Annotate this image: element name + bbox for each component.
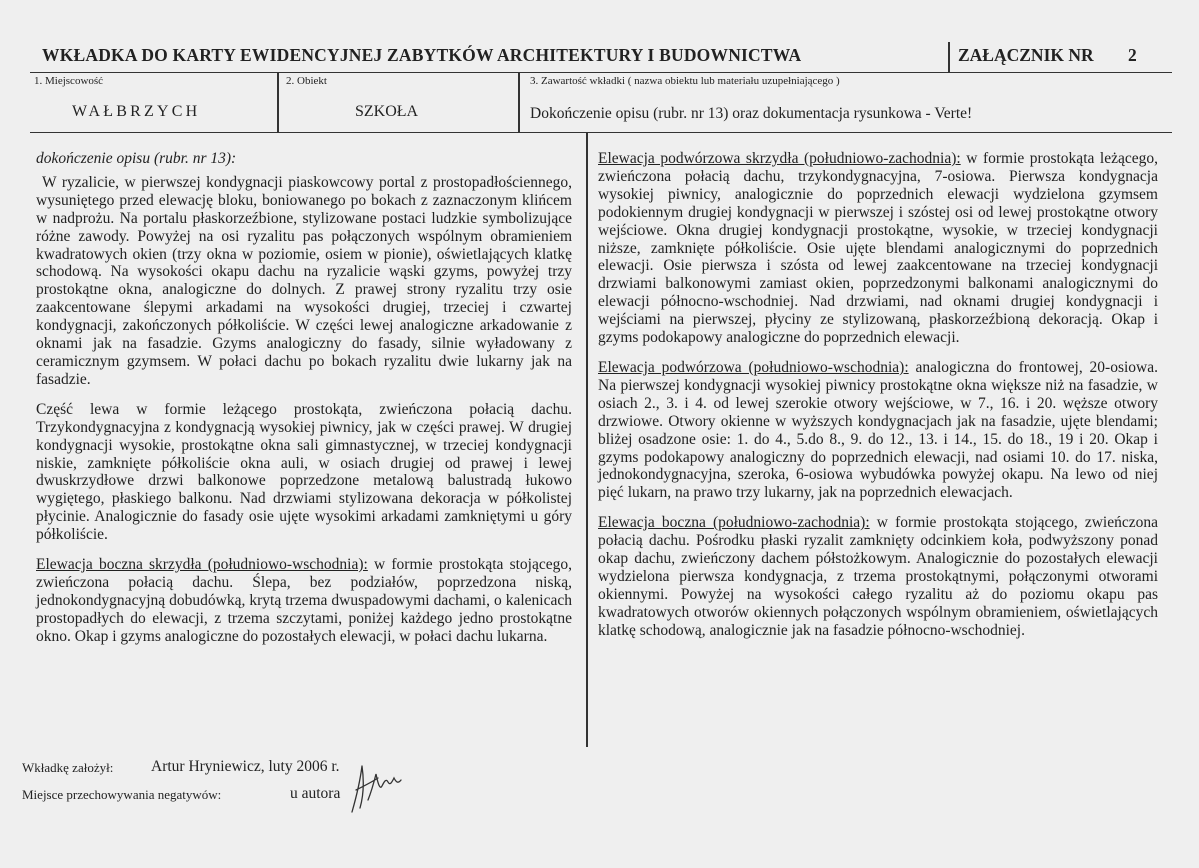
left-column [36, 150, 572, 658]
paragraph: Część lewa w formie leżącego prostokąta, zwieńczona połacią dachu. Trzykondygnacyjna z kondygnacją wysokiej piwnicy, jak w części prawej. W drugiej kondygnacji wysokie, prostokątne okna sali gimnastycznej, w trzeciej kondygnacji niskie, zamknięte półkoliście okna auli, w osiach drugiej od prawej i lewej dwuskrzydłowe drzwi balkonowe poprzedzone metalową balustradą łukowo wygiętego, płaskiego balkonu. Nad drzwiami stylizowana dekoracja w półkolistej płycinie. Analogicznie do fasady osie ujęte wysokimi arkadami zamkniętymi u góry półkoliście. [36, 400, 572, 544]
section-heading: Elewacja podwórzowa (południowo-wschodnia): [598, 358, 909, 376]
right-column [598, 150, 1158, 652]
paragraph-text: w formie prostokąta leżącego, zwieńczona połacią dachu, trzykondygnacyjna, 7-osiowa. Pierwsza kondygnacja wysokiej piwnicy, analogicznie do poprzednich elewacji wydzielona gzymsem podokiennym drugiej kondygnacji w pierwszej i szóstej osi od lewej prostokątne otwory wejściowe. Okna drugiej kondygnacji prostokątne, wysokie, w trzeciej kondygnacji niższe, zamknięte półkoliście. Osie ujęte blendami analogicznymi do poprzednich elewacji. Osie pierwsza i szósta od lewej zaakcentowane na trzeciej kondygnacji drzwiami balkonowymi zamiast okien, poprzedzonymi balkonami analogicznymi do elewacji północno-wschodniej. Nad drzwiami, nad oknami drugiej kondygnacji i wejściami na pierwszej, płyciny ze stylizowaną, płaskorzeźbioną dekoracją. Okap i gzyms podokapowy analogiczne do poprzednich elewacji. [598, 150, 1158, 347]
object-value: SZKOŁA [355, 103, 419, 120]
form-title: WKŁADKA DO KARTY EWIDENCYJNEJ ZABYTKÓW ARCHITEKTURY I BUDOWNICTWA [42, 45, 802, 65]
paragraph: W ryzalicie, w pierwszej kondygnacji piaskowcowy portal z prostopadłościennego, wysuniętego przed elewację bloku, boniowanego po bokach z zaznaczonym klińcem w nadprożu. Na portalu płaskorzeźbione, stylizowane postaci ludzkie symbolizujące różne zawody. Powyżej na osi ryzalitu pas połączonych wspólnym obramieniem kwadratowych okien (trzy okna w poziomie, osiem w pionie), oświetlających klatkę schodową. Na wysokości okapu dachu na ryzalicie wąski gzyms, powyżej trzy prostokątne okna, analogiczne do dolnych. Z prawej strony ryzalitu trzy osie zaakcentowane ślepymi arkadami na wysokości drugiej, trzeciej i czwartej kondygnacji, zakończonych półkoliście. W części lewej analogiczne arkadowanie z oknami jak na fasadzie. Gzyms analogiczny do fasady, silnie wyładowany z ceramicznym gzymsem. W połaci dachu po bokach ryzalitu dwie lukarny jak na fasadzie. [36, 173, 572, 388]
object-label: 2. Obiekt [286, 75, 327, 87]
continuation-heading: dokończenie opisu (rubr. nr 13): [36, 150, 237, 167]
header-bar [30, 40, 1172, 73]
paragraph [598, 359, 1158, 502]
location-label: 1. Miejscowość [34, 75, 104, 87]
annex-number: 2 [1128, 45, 1137, 65]
paragraph-text: w formie prostokąta stojącego, zwieńczona połacią dachu. Ślepa, bez podziałów, poprzedzona niską, jednokondygnacyjną dobudówką, krytą trzema dwuspadowymi dachami, o kalenicach prostopadłych do elewacji, z trzema szczytami, poniżej każdego jedno prostokątne okno. Okap i gzyms analogiczne do pozostałych elewacji, w połaci dachu lukarna. [36, 556, 572, 645]
paragraph [36, 556, 572, 646]
column-divider [586, 132, 588, 747]
paragraph [598, 150, 1158, 347]
content-label: 3. Zawartość wkładki ( nazwa obiektu lub materiału uzupełniającego ) [530, 75, 840, 87]
field-divider [277, 72, 279, 132]
section-heading: Elewacja podwórzowa skrzydła (południowo-zachodnia): [598, 150, 961, 167]
negatives-label: Miejsce przechowywania negatywów: [22, 787, 222, 802]
section-heading: Elewacja boczna skrzydła (południowo-wschodnia): [36, 556, 368, 574]
author-label: Wkładkę założył: [22, 760, 114, 775]
annex-label: ZAŁĄCZNIK NR [958, 45, 1094, 65]
paragraph-text: w formie prostokąta stojącego, zwieńczona połacią dachu. Pośrodku płaski ryzalit zamknięty odcinkiem koła, podwyższony ponad okap dachu, zwieńczony dachem półstożkowym. Analogicznie do pozostałych elewacji wydzielona pierwsza kondygnacja, z trzema prostokątnymi, połączonymi otworami okiennymi. Powyżej na wysokości całego ryzalitu aż do poziomu okapu pas kwadratowych otworów okiennych połączonych wspólnym obramieniem, oświetlających klatkę schodową, analogicznie jak na fasadzie północno-wschodniej. [598, 514, 1158, 639]
negatives-value: u autora [290, 785, 341, 802]
signature [346, 760, 404, 820]
location-value: WAŁBRZYCH [72, 103, 201, 120]
paragraph [598, 514, 1158, 639]
author-value: Artur Hryniewicz, luty 2006 r. [151, 758, 340, 775]
content-value: Dokończenie opisu (rubr. nr 13) oraz dokumentacja rysunkowa - Verte! [530, 105, 973, 122]
section-heading: Elewacja boczna (południowo-zachodnia): [598, 514, 870, 532]
field-divider [518, 72, 520, 132]
paragraph-text: analogiczna do frontowej, 20-osiowa. Na pierwszej kondygnacji wysokiej piwnicy prostokątne okna większe niż na fasadzie, w osiach 2., 3. i 4. od lewej szerokie otwory wejściowe, w 7., 16. i 20. węższe otwory drzwiowe. Otwory okienne w wyższych kondygnacjach jak na fasadzie, ujęte blendami; bliżej osadzone osie: 1. do 4., 5.do 8., 9. do 12., 13. i 14., 15. do 18., 19 i 20. Okap i gzyms podokapowy analogiczny do poprzednich elewacji, nad osiami 10. do 17. niska, jednokondygnacyjna, szeroka, 6-osiowa wybudówka powyżej okapu. Na lewo od niej pięć lukarn, na prawo trzy lukarny, jak na poprzednich elewacjach. [598, 358, 1159, 502]
header-divider [948, 42, 950, 72]
fields-row [30, 72, 1172, 133]
